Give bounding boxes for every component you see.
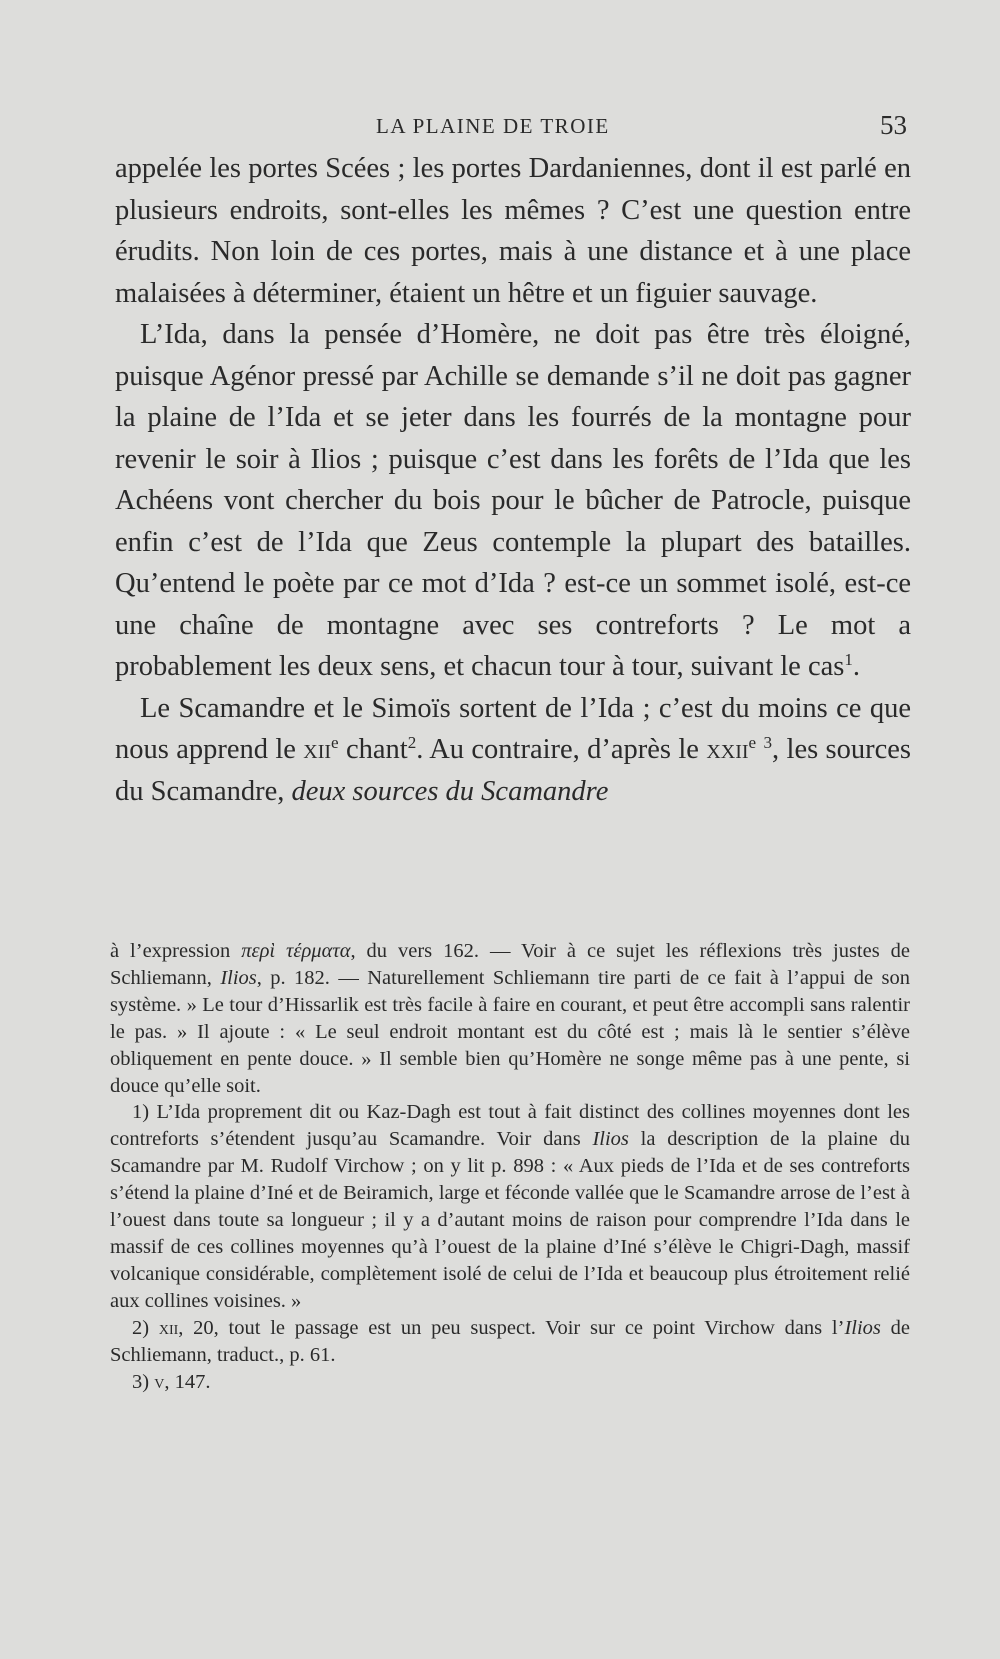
footnote-3-text: v, 147.	[149, 1370, 211, 1393]
footnote-continuation	[110, 938, 910, 1099]
greek-phrase: περὶ τέρματα	[241, 940, 351, 962]
footnote-1-marker: 1)	[132, 1101, 150, 1124]
footnote-2-text-a	[149, 1317, 159, 1339]
footnote-cont-text-b: , du vers 162. — Voir à ce sujet les réflexions très justes de Schliemann,	[110, 940, 911, 989]
footnote-1	[110, 1099, 910, 1314]
footnote-ref-1: 1	[844, 649, 853, 669]
title-ilios: Ilios	[844, 1316, 881, 1339]
footnote-1-text-a: L’Ida proprement dit ou Kaz-Dagh est tout à fait distinct des collines moyennes dont les contreforts s’étendent jusqu’au Scamandre. Voir dans	[110, 1101, 910, 1151]
paragraph-3-text-d	[756, 734, 763, 765]
book-number-xxii: xxii	[706, 734, 749, 765]
italic-quote: deux sources du Scamandre	[291, 775, 609, 807]
book-number-xii: xii	[158, 1316, 179, 1339]
running-head	[0, 110, 1000, 144]
paragraph-3-text-e: , les sources du Scamandre,	[115, 734, 912, 807]
paragraph-3-text-b: chant	[338, 734, 408, 765]
footnote-1-text-b: la description de la plaine du Scamandre par M. Rudolf Virchow ; on y lit p. 898 : « Aux pieds de l’Ida et de ses contreforts s’étend la plaine d’Iné et de Beiramich, large et féconde vallée que le Scamandre arrose de l’est à l’ouest dans toute sa longueur ; il y a d’autant moins de raison pour comprendre l’Ida dans le massif de ces collines moyennes qu’à l’ouest de la plaine d’Iné s’élève le Chigri-Dagh, massif volcanique considérable, complètement isolé de celui de l’Ida et beaucoup plus étroitement relié aux collines voisines. »	[110, 1128, 910, 1312]
footnote-2-text-c: de Schliemann, traduct., p. 61.	[110, 1316, 911, 1366]
footnote-cont-text-c: , p. 182. — Naturellement Schliemann tire parti de ce fait à l’appui de son système. » Le tour d’Hissarlik est très facile à faire en courant, et peut être accompli sans ralentir le pas. » Il ajoute : « Le seul endroit montant est du côté est ; mais là le sentier s’élève obliquement en pente douce. » Il semble bien qu’Homère ne songe même pas à une pente, si douce qu’elle soit.	[110, 966, 910, 1097]
paragraph-3	[115, 688, 911, 813]
paragraph-1: appelée les portes Scées ; les portes Dardaniennes, dont il est parlé en plusieurs endroits, sont-elles les mêmes ? C’est une question entre érudits. Non loin de ces portes, mais à une distance et à une place malaisées à déterminer, étaient un hêtre et un figuier sauvage.	[115, 153, 911, 309]
title-ilios: Ilios	[592, 1128, 629, 1151]
footnote-ref-2: 2	[407, 732, 417, 752]
running-title: LA PLAINE DE TROIE	[376, 114, 610, 138]
page-number: 53	[880, 110, 907, 140]
title-ilios: Ilios	[220, 966, 257, 989]
footnotes	[110, 938, 910, 1395]
paragraph-3-text-c: . Au contraire, d’après le	[416, 734, 707, 765]
footnote-2-text-b: , 20, tout le passage est un peu suspect. Voir sur ce point Virchow dans l’	[178, 1316, 845, 1339]
footnote-2-marker: 2)	[132, 1316, 150, 1339]
footnote-3-marker: 3)	[132, 1370, 150, 1393]
footnote-3	[110, 1369, 910, 1396]
paragraph-2	[115, 314, 911, 688]
footnote-2	[110, 1315, 910, 1369]
ordinal-sup-1: e	[331, 732, 339, 752]
body-text	[115, 148, 911, 812]
footnote-cont-text-a: à l’expression	[110, 940, 242, 962]
paragraph-2-text: L’Ida, dans la pensée d’Homère, ne doit pas être très éloigné, puisque Agénor pressé par Achille se demande s’il ne doit pas gagner la plaine de l’Ida et se jeter dans les fourrés de la montagne pour revenir le soir à Ilios ; puisque c’est dans les forêts de l’Ida que les Achéens vont chercher du bois pour le bûcher de Patrocle, puisque enfin c’est de l’Ida que Zeus contemple la plupart des batailles. Qu’entend le poète par ce mot d’Ida ? est-ce un sommet isolé, est-ce une chaîne de montagne avec ses contreforts ? Le mot a probablement les deux sens, et chacun tour à tour, suivant le cas	[115, 319, 911, 682]
paragraph-3-text-a: Le Scamandre et le Simoïs sortent de l’Ida ; c’est du moins ce que nous apprend le	[115, 692, 911, 765]
ordinal-sup-2: e	[748, 732, 757, 752]
paragraph-2-end: .	[852, 651, 861, 682]
book-number-xii: xii	[303, 734, 332, 765]
footnote-ref-3: 3	[763, 732, 773, 752]
